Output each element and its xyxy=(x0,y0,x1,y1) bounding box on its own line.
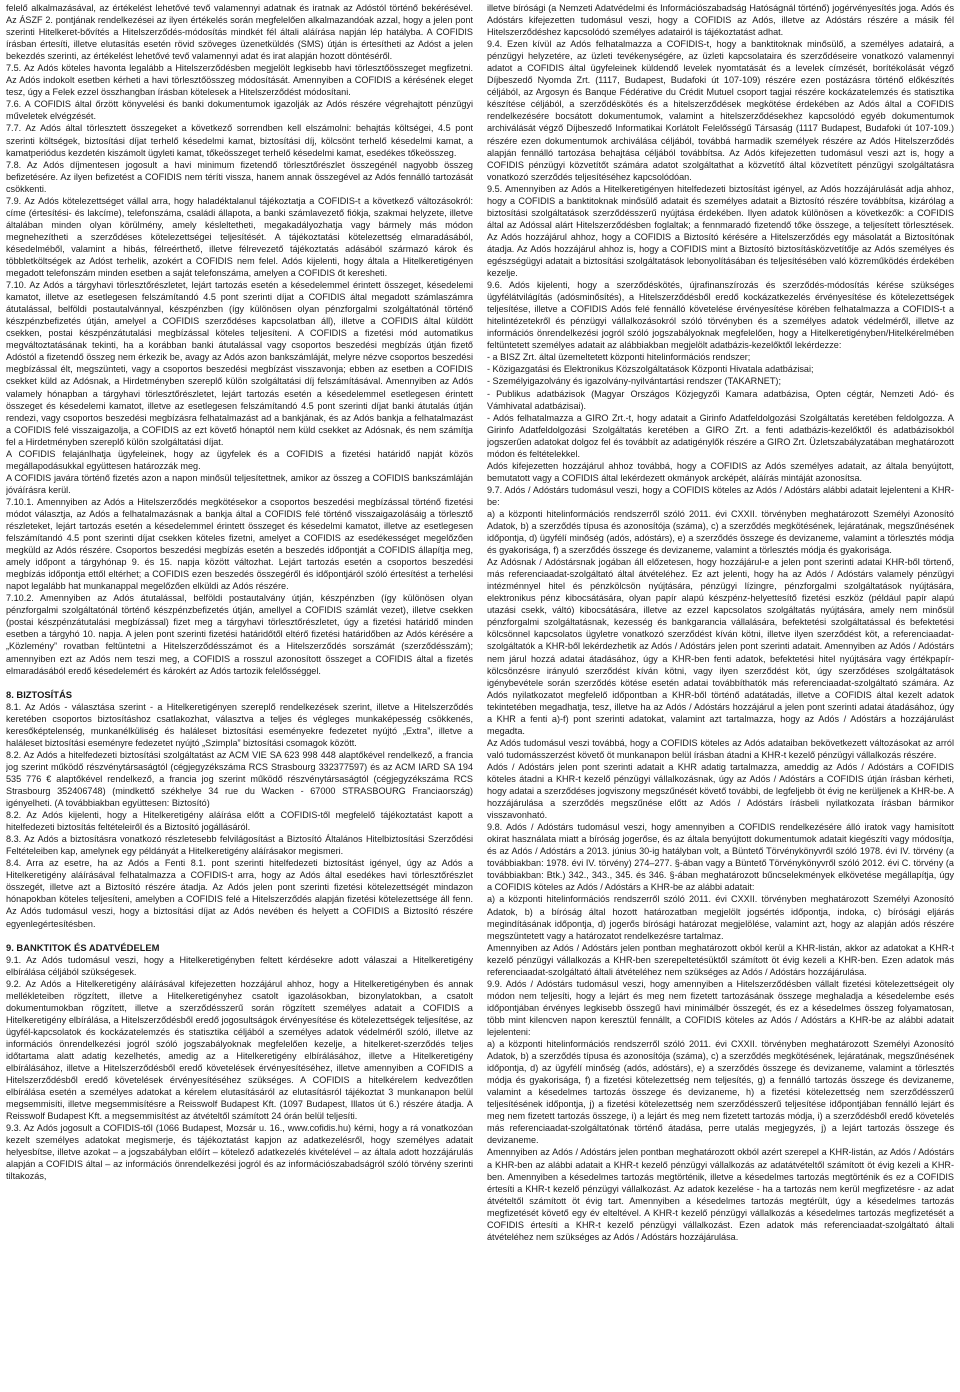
paragraph: 8.2. Az Adós a hitelfedezeti biztosítási szolgáltatást az ACM VIE SA 623 998 448 alaptőkével rendelkező, a francia jog szerint működő részvénytársaságtól (cégjegyzékszáma RCS Strasbourg 332377597) és az ACM IARD SA 194 535 776 € alaptőkével rendelkező, a francia jog szerint működő részvénytársaságtól (cégjegyzékszáma RCS Strasbourg 352406748) (mindkettő székhelye 34 rue du Wacken - 67000 STRASBOURG Franciaország) igényelheti. (A továbbiakban együttesen: Biztosító) xyxy=(6,749,473,809)
paragraph: 8.4. Arra az esetre, ha az Adós a Fenti 8.1. pont szerinti hitelfedezeti biztosítást igényel, úgy az Adós a Hitelkeretigény aláírásával felhatalmazza a COFIDIS-t arra, hogy az Adós által esedékes havi törlesztőrészlet összegét, illetve azt a Biztosító részére átadja. Az Adós jelen pont szerinti fizetési kötelezettségét mindazon hónapokban köteles teljesíteni, amelyben a COFIDIS felé a Hitelszerződés alapján fizetési kötelezettsége áll fenn. Az Adós tudomásul veszi, hogy a biztosítási díjat az Adós nevében és helyett a COFIDIS a Biztosító részére egyenlegértesítésben. xyxy=(6,858,473,929)
paragraph: Az Adós tudomásul veszi továbbá, hogy a COFIDIS köteles az Adós adataiban bekövetkezett változásokat az arról való tudomásszerzést követő öt munkanapon belül írásban átadni a KHR-t kezelő pénzügyi vállalkozás részére. xyxy=(487,737,954,760)
paragraph: Az Adósnak / Adóstársnak jogában áll előzetesen, hogy hozzájárul-e a jelen pont szerinti adatai KHR-ből törtenő, más referenciaadat-szolgáltató által átvételéhez. Ez azt jelenti, hogy ha az Adós / Adóstárs valamely pénzügyi intézménnyel hitel és pénzkölcsön nyújtására, pénzügyi lízingre, pénzforgalmi szolgáltatások nyújtására, elektronikus pénz kibocsátására, olyan papír alapú készpénz-helyettesítő fizetési eszköz (például papír alapú utazási csekk, váltó) kibocsátására, illetve az ezzel kapcsolatos szolgáltatás nyújtására, amely nem minősül pénzforgalmi szolgáltatásnak, kezesség és bankgarancia vállalására, befektetési szolgáltatással és befektetési kölcsönnel kapcsolatos ügyletre vonatkozó szerződést kíván kötni, illetve ilyen szerződést köt, a referenciaadat-szolgáltatók a KHR-ből lekérdezhetik az Adós / Adóstárs jelen pont szerinti adatait. Amennyiben az Adós / Adóstárs nem járul hozzá adatai átadásához, úgy a KHR-ben fenti adatok, befektetési hitel nyújtására vagy értékpapír-kölcsönzésre irányuló szerződést kíván kötni, vagy ilyen szerződést köt, úgy szerződéses szolgáltatások igénybevétele során szerződés kötése esetén adatai továbbíthatók más referenciaadat-szolgáltató számára. Az Adós nyilatkozatot megfelelő időpontban a KHR-ből történő adatátadás, illetve a COFIDIS által kezelt adatok tekintetében megadhatja, tesz, illetve ha az Adós / Adóstárs hozzájárul a jelen pont szerinti adatai átadásához, úgy a KHR a fenti a)-f) pont szerinti adatokat, valamint azt tartalmazza, hogy az Adós / Adóstárs a hozzájárulást megadta. xyxy=(487,557,954,736)
paragraph: - Közigazgatási és Elektronikus Közszolgáltatások Központi Hivatala adatbázisai; xyxy=(487,364,814,375)
paragraph: 9.1. Az Adós tudomásul veszi, hogy a Hitelkeretigényben feltett kérdésekre adott válaszai a Hitelkeretigény elbírálása céljából szükségesek. xyxy=(6,954,473,977)
paragraph: 9.3. Az Adós jogosult a COFIDIS-től (1066 Budapest, Mozsár u. 16., www.cofidis.hu) kérni, hogy a rá vonatkozóan kezelt személyes adatokat megismerje, és tájékoztatást kapjon az adatkezelésről, hogy személyes adatait helyesbítse, illetve azokat – a jogszabályban előírt – kötelező adatkezelés kivételével – az általa adott hozzájárulás alapján a COFIDIS által – az információs önrendelkezési jogról és az információszabadságról szóló törvény szerinti tiltakozás, xyxy=(6,1123,473,1182)
paragraph: 7.6. A COFIDIS által őrzött könyvelési és banki dokumentumok igazolják az Adós részére végrehajtott pénzügyi műveletek elvégzését. xyxy=(6,99,473,122)
paragraph: Adós / Adóstárs jelen pont szerinti adatait a KHR adatig tartalmazza, ameddig az Adós / Adóstárs a COFIDIS köteles átadni a KHR-t kezelő pénzügyi vállalkozásnak, úgy az Adós / Adóstárs a COFIDIS útján írásban kérheti, hogy adatai a szerződéses jogviszony megszűnését követő további, de legfeljebb öt évig ne kerüljenek a KHR-be. A hozzájárulása a szerződés megszűnése előtt az Adós / Adóstárs írásbeli nyilatkozata írásban bármikor visszavonható. xyxy=(487,761,954,821)
paragraph: 7.10. Az Adós a tárgyhavi törlesztőrészletet, lejárt tartozás esetén a késedelemmel érintett összeget, késedelemi kamatot, illetve az esetlegesen felszámítandó 4.5 pont szerinti díjat a COFIDIS által megadott számlaszámra átutalással, belföldi postautalvánnyal, készpénzben (így különösen olyan pénzforgalmi szolgáltatónál történő készpénzbefizetés útján, amelyel a COFIDIS szerződéses kapcsolatban áll), illetve a COFIDIS által küldött csekken, postai készpénzátutalási megbízással köteles teljesíteni. A COFIDIS a fizetési mód automatikus megváltoztatásának tekinti, ha a korábban banki átutalással vagy csoportos beszedési megbízás útján fizető Adóstól a fizetendő összeg nem érkezik be, avagy az Adós azon bankszámláját, melyre nézve csoportos beszedési megbízással élt, megszünteti, vagy a csoportos beszedési megbízást visszavonja; ebben az esetben a COFIDIS csekket küld az Adósnak, a Hirdetményben szereplő külön szolgáltatási díj felszámításával. Amennyiben az Adós valamely hónapban a tárgyhavi törlesztőrészletet, lejárt tartozás esetén a késedelemmel esetlegesen érintett összeget és késedelemi kamatot, illetve az esetlegesen felszámítandó 4.5 pont szerinti díjat banki átutalás útján rendezi, vagy csoportos beszedési megbízásra felhatalmazást ad a bankjának, és az Adós bankja a felhatalmazást a COFIDIS felé visszaigazolja, a COFIDIS az ezt követő hónaptól nem küld csekket az Adósnak, és nem számítja fel a Hirdetményben szereplő külön szolgáltatási díjat. xyxy=(6,280,473,447)
paragraph: 7.7. Az Adós által törlesztett összegeket a következő sorrendben kell elszámolni: behajtás költségei, 4.5 pont szerinti költségek, biztosítási díjat terhelő késedelmi kamat, biztosítási díj, kölcsönt terhelő késedelmi kamat, a kamatperiódus kezdetén kiszámolt ügyleti kamat, tőkeösszeget terhelő késedelmi kamat, esedékes tőkeösszeg. xyxy=(6,123,473,158)
section-heading: 9. BANKTITOK ÉS ADATVÉDELEM xyxy=(6,941,160,953)
paragraph: Adós kifejezetten hozzájárul ahhoz továbbá, hogy a COFIDIS az Adós személyes adatait, az általa benyújtott, bemutatott vagy a COFIDIS által lekérdezett okmányok arcképét, aláírás mintáját azonosítsa. xyxy=(487,460,954,483)
paragraph: - Személyigazolvány és igazolvány-nyilvántartási rendszer (TAKARNET); xyxy=(487,376,781,387)
section-heading: 8. BIZTOSÍTÁS xyxy=(6,688,72,700)
paragraph: 9.8. Adós / Adóstárs tudomásul veszi, hogy amennyiben a COFIDIS rendelkezésére álló iratok vagy hamisított okirat használata miatt a bíróság jogerőse, és az általa benyújtott dokumentumok adatait kiegészíti vagy módosítja, és az Adós / Adóstárs a 2013. június 30-ig hatályban volt, a Büntető Törvénykönyvről szóló 1978. évi IV. törvény (a továbbiakban: 1978. évi IV. törvény) 274–277. §-ában vagy a Büntető Törvénykönyvről szóló 2012. évi C. törvény (a továbbiakban: Btk.) 342., 343., 345. és 346. §-ában meghatározott bűncselekmények elkövetése megállapítja, úgy a COFIDIS köteles az Adós / Adóstárs a KHR-be az alábbi adatait: xyxy=(487,822,954,893)
paragraph: a) a központi hitelinformációs rendszerről szóló 2011. évi CXXII. törvényben meghatározott Személyi Azonosító Adatok, b) a szerződés típusa és azonosítója (száma), c) a szerződés megkötésének, lejáratának, megszűnésének időpontja, d) ügyfélí minőség (adós, adóstárs), e) a szerződés összege és devizaneme, valamint a törlesztés módja és gyakorisága, f) a szerződés összege és devizaneme, valamint a törlesztés módja és gyakorisága. xyxy=(487,508,954,556)
paragraph: 9.7. Adós / Adóstárs tudomásul veszi, hogy a COFIDIS köteles az Adós / Adóstárs alábbi adatait lejelenteni a KHR-be: xyxy=(487,484,954,507)
right-text-column xyxy=(487,2,954,1392)
paragraph: Amennyiben az Adós / Adóstárs jelen pontban meghatározott okból kerül a KHR-listán, akkor az adatokat a KHR-t kezelő pénzügyi vállalkozás a KHR-ben szerepeltetésüktől számított öt évig kezeli a KHR-ben. Ezen adatok más referenciaadat-szolgáltató általi átvételéhez nem szükséges az Adós / Adóstárs hozzájárulása. xyxy=(487,942,954,977)
paragraph: 9.6. Adós kijelenti, hogy a szerződéskötés, újrafinanszírozás és szerződés-módosítás kérése szükséges ügyfélátvilágítás (adósminősítés), a Hitelszerződésből eredő kockázatkezelés érvényesítése és kötelezettségek teljesítése, illetve a COFIDIS Adós felé fennálló követelése érvényesítése körében felhatalmazza a COFIDIS-t a hitelintézetekről és pénzügyi vállalkozásokról szóló törvényben és a személyes adatok védelméről, illetve az információs önrendelkezési jogról szóló jogszabályoknak megfelelően, hogy a Hitelkeretigényben/Hitelkérelmében feltüntetett személyes adatait az alábbiakban megjelölt adatbázis-kezelőktől lekérdezze: xyxy=(487,280,954,351)
paragraph: 8.2. Az Adós kijelenti, hogy a Hitelkeretigény aláírása előtt a COFIDIS-től megfelelő tájékoztatást kapott a hitelfedezeti biztosítás feltételeiről és a Biztosító jogállásáról. xyxy=(6,810,473,833)
paragraph: 7.5. Az Adós köteles havonta legalább a Hitelszerződésben megjelölt legkisebb havi törlesztőösszeget megfizetni. Az Adós indokolt esetben kérheti a havi törlesztőösszeg módosítását. Amennyiben a COFIDIS a kérésének eleget tesz, úgy a Felek ezzel összhangban írásban kötelesek a Hitelszerződést módosítani. xyxy=(6,63,473,98)
paragraph: 7.9. Az Adós kötelezettséget vállal arra, hogy haladéktalanul tájékoztatja a COFIDIS-t a következő változásokról: címe (értesítési- és lakcíme), telefonszáma, családi állapota, a banki számlavezető fiókja, szakmai helyzete, illetve általában minden olyan körülmény, amely késleltetheti, megakadályozhatja vagy bármely más módon megnehezítheti a szerződéses kötelezettségei teljesítését. A tájékoztatási kötelezettség elmaradásából, késedelméből, valamint a hibás, félreérthető, illetve félrevezető tájékoztatás adásából származó károk és többletköltségek az Adóst terhelik, azokért a COFIDIS nem felel. Adós kijelenti, hogy általa a Hitelkeretigényen megadott telefonszám minden esetben a saját telefonszáma, amelyen a COFIDIS őt keresheti. xyxy=(6,195,473,279)
paragraph: felelő alkalmazásával, az értékelést lehetővé tevő valamennyi adatnak és iratnak az Adóstól történő bekérésével. Az ÁSZF 2. pontjának rendelkezései az ilyen értékelés során megfelelően alkalmazandóak azzal, hogy a jelen pont szerinti Hitelkeret-bővítés a Hitelszerződés-módosítás mindkét fél általi aláírása napján lép hatályba. A COFIDIS írásban értesíti, illetve elutasítás esetén rövid szöveges üzenetküldés (SMS) útján is értesítheti az Adóst a jelen bekezdés szerinti, az értékelést lehetővé tevő valamennyi adat és irat alapján hozott döntéséről. xyxy=(6,3,473,62)
paragraph: A COFIDIS javára történő fizetés azon a napon minősül teljesítettnek, amikor az összeg a COFIDIS bankszámláján jóváírásra kerül. xyxy=(6,472,473,495)
paragraph: 7.10.1. Amennyiben az Adós a Hitelszerződés megkötésekor a csoportos beszedési megbízással történő fizetési módot választja, az Adós a felhatalmazásnak a bankja által a COFIDIS felé történő visszaigazolásáig a törlesztő részleteket, lejárt tartozás esetén a késedelemmel érintett összeget és késedelmi kamatot, illetve az esetlegesen felszámítandó 4.5 pont szerinti díjat csekken köteles fizetni, amelyet a COFIDIS az esedékességet megelőzően megküld az Adós részére. Csoportos beszedési megbízás esetén a beszedés időpontját a COFIDIS állapítja meg, amely időpont a tárgyhónap 9. és 15. napja között változhat. Lejárt tartozás esetén a csoportos beszedési megbízás időpontja ettől eltérhet; a COFIDIS ezen beszedés összegéről és időpontjáról szóló értesítést a terhelési napot legalább hat munkanappal megelőzően elküldi az Adós részére. xyxy=(6,496,473,592)
paragraph: - Publikus adatbázisok (Magyar Országos Közjegyzői Kamara adatbázisa, Opten cégtár, Nemzeti Adó- és Vámhivatal adatbázisai). xyxy=(487,388,954,411)
paragraph: 9.9. Adós / Adóstárs tudomásul veszi, hogy amennyiben a Hitelszerződésben vállalt fizetési kötelezettségeit oly módon nem teljesíti, hogy a lejárt és meg nem fizetett tartozásának összege meghaladja a késedelembe esés időpontjában érvényes legkisebb összegű havi minimálbér összegét, és ez a késedelmes összeg folyamatosan, több mint kilencven napon keresztül fennállt, a COFIDIS köteles az Adós / Adóstárs a KHR-be az alábbi adatait lejelenteni: xyxy=(487,978,954,1037)
paragraph: a) a központi hitelinformációs rendszerről szóló 2011. évi CXXII. törvényben meghatározott Személyi Azonosító Adatok, b) a szerződés típusa és azonosítója (száma), c) a szerződés megkötésének, lejáratának, megszűnésének időpontja, d) az ügyfélí minőség (adós, adóstárs), e) a szerződés összege és devizaneme, valamint a törlesztés módja és gyakorisága, f) a fizetési kötelezettség nem teljesítés, g) a fennálló tartozás összege és devizaneme, valamint a késedelmes tartozás összege és devizaneme, h) a fizetési kötelezettség nem szerződésszerű teljesítésének időpontja, j) a fizetési kötelezettség nem szerződésszerű teljesítése időpontjában fennálló lejárt és meg nem fizetett tartozás összege, i) a lejárt és meg nem fizetett tartozás módja, i) a szerződésből eredő követelés más referenciaadat-szolgáltatónak történő átadása, perre utalás megjegyzés, j) a lejárt tartozás összege és devizaneme. xyxy=(487,1039,954,1146)
paragraph: - Adós felhatalmazza a GIRO Zrt.-t, hogy adatait a Girinfo Adatfeldolgozási Szolgáltatás keretében feldolgozza. A Girinfo Adatfeldolgozási Szolgáltatás keretében a GIRO Zrt. a fenti adatbázis-kezelőktől és adatbázisokból jogszerűen adatokat dolgoz fel és továbbít az adatigénylők részére a GIRO Zrt. Üzletszabályzatában meghatározott módon és feltételekkel. xyxy=(487,412,954,459)
paragraph: 7.8. Az Adós díjmentesen jogosult a havi minimum fizetendő törlesztőrészlet összegénél nagyobb összeg befizetésére. Az ilyen befizetést a COFIDIS nem téríti vissza, hanem annak összegével az Adós fennálló tartozását csökkenti. xyxy=(6,159,473,194)
paragraph: - a BISZ Zrt. által üzemeltetett központi hitelinformációs rendszer; xyxy=(487,352,751,363)
paragraph: a) a központi hitelinformációs rendszerről szóló 2011. évi CXXII. törvényben meghatározott Személyi Azonosító Adatok, b) a bíróság által hozott határozatban megjelölt jogsértés időpontja, indoka, c) bírósági eljárás megindításának időpontja, d) jogerős bírósági határozat megjelölése, valamint azt, hogy az alapján adós részére megszüntetett vagy a határozatot rendelkezésre tartalmaz. xyxy=(487,894,954,941)
paragraph: illetve bírósági (a Nemzeti Adatvédelmi és Információszabadság Hatóságnál történő) jogérvényesítés joga. Adós és Adóstárs kifejezetten tudomásul veszi, hogy a COFIDIS az Adós, illetve az Adóstárs részére a másik fél Hitelszerződéshez kapcsolódó személyes adatairól is tájékoztatást adhat. xyxy=(487,3,954,38)
left-text-column xyxy=(6,2,473,1392)
paragraph: A COFIDIS felajánlhatja ügyfeleinek, hogy az ügyfelek és a COFIDIS a fizetési határidő napját közös megállapodásukkal együttesen határozzák meg. xyxy=(6,448,473,471)
paragraph: 9.2. Az Adós a Hitelkeretigény aláírásával kifejezetten hozzájárul ahhoz, hogy a Hitelkeretigényben és annak mellékleteiben rögzített, illetve a Hitelkeretigényhez csatolt igazolásokban, bizonylatokban, a csatolt dokumentumokban rögzített, illetve a szerződésszerű során rögzített személyes adatait a COFIDIS a Hitelkeretigény elbírálása, a Hitelszerződésből eredő jogosultságok érvényesítése és kötelezettségek teljesítése, az ügyfél-kapcsolatok és kockázatelemzés és statisztika céljából a személyes adatok védelméről szóló, illetve az információs önrendelkezési jogról szóló jogszabályoknak megfelelően kezelje, a hitelkeret-szerződés teljes időtartama alatt adatig kezelhetés, amedig az a Hitelkeretigény elbírálásához, illetve a Hitelkeretigény elbírálásához, illetve a Hitelszerződésből eredő követelések érvényesítéséhez, illetve amennyiben a COFIDIS a Hitelszerződésből eredő követelések érvényesítéséhez szükséges. A COFIDIS a hitelkérelem kedvezőtlen elbírálása esetén a személyes adatokat a kérelem elutasításáról az elutasításról tájékoztat 3 munkanapon belül megsemmisíti, illetve megsemmisítésre a Reisswolf Budapest Kft. (1097 Budapest, Illatos út 6.) részére átadja. A Reisswolf Budapest Kft. a megsemmisítést az átvételtől számított 24 órán belül teljesíti. xyxy=(6,978,473,1122)
paragraph: 8.3. Az Adós a biztosításra vonatkozó részletesebb felvilágosítást a Biztosító Általános Hitelbiztosítási Szerződési Feltételeiben kap, amelynek egy példányát a Hitelkeretigény aláírásakor megismeri. xyxy=(6,834,473,857)
paragraph: 8.1. Az Adós - választása szerint - a Hitelkeretigényen szereplő rendelkezések szerint, illetve a Hitelszerződés keretében csoportos biztosításhoz csatlakozhat, választva a teljes és végleges munkaképesség csökkenés, keresőképtelenség, munkanélküliség és haláleset biztosítási eseményekre fedezetet nyújtó „Extra”, illetve a haláleset biztosítási eseményre fedezetet nyújtó „Szimpla” biztosítási csomagok között. xyxy=(6,701,473,748)
paragraph: 7.10.2. Amennyiben az Adós átutalással, belföldi postautalvány útján, készpénzben (így különösen olyan pénzforgalmi szolgáltatónál történő készpénzbefizetés útján, amellyel a COFIDIS számlát vezet), illetve csekken (postai készpénzátutalási megbízással) fizet meg a tárgyhavi törlesztőrészletet, úgy a fizetési határidő minden esetben a tárgyhó 10. napja. A jelen pont szerinti fizetési határidőtől eltérő fizetési határidőben az Adós kérésére a „Közlemény” rovatban feltüntetni a Hitelszerződésszámot és a Hitelszerződés sorszámát (szerződésszám); amennyiben ezt az Adós nem teszi meg, a COFIDIS a rosszul azonosított összeget a COFIDIS által a fizetés elmaradásából eredő késedelemért és károkért az Adós tartozik felelősséggel. xyxy=(6,593,473,676)
paragraph: 9.4. Ezen kívül az Adós felhatalmazza a COFIDIS-t, hogy a banktitoknak minősülő, a személyes adatairá, a pénzügyi helyzetére, az üzleti tevékenységére, az üzleti kapcsolataira és szerződéseire vonatkozó valamennyi adatot a COFIDIS által ügyfeleinek küldendő levelek nyomtatását és a levelek címzését, borítékolását végző Díjbeszedő Nyomda Zrt. (1117, Budapest, Budafoki út 107-109) részére ezen postázásra történő előkészítés céljából, az Argosyn és Banque Fédérative du Crédit Mutuel csoport tagjai részére kockázatelemzés és statisztika készítése céljából, a szerződéskötés és a hitelszerződések megkötése érdekében az Adós által a COFIDIS rendelkezésére bocsátott dokumentumok, valamint a hitelszerződésekhez kapcsolódó egyéb dokumentumok archiválását végző Díjbeszedő Informatikai Korlátolt Felelősségű Társaság (1117 Budapest, Budafoki út 107-109.) részére ezen dokumentumok archiválása céljából, továbbá harmadik személyek részére az Adós Hitelszerződés alapján fennálló tartozása behajtása céljából továbbítsa. Az Adós kifejezetten tudomásul veszi azt is, hogy a COFIDIS pénzügyi közvetítőt számára adatot szolgáltathat a közvetítő által közvetített pénzügyi szolgáltatásra vonatkozó szerződés teljesítéséhez kapcsolódóan. xyxy=(487,39,954,182)
paragraph: Amennyiben az Adós / Adóstárs jelen pontban meghatározott okból azért szerepel a KHR-listán, az Adós / Adóstárs a KHR-ben az alábbi adatait a KHR-t kezelő pénzügyi vállalkozás az adatátvételtől számított öt évig kezeli a KHR-ben. Amennyiben a késedelmes tartozás megtörténik, illetve a késedelmes tartozás megtörténik és ez a COFIDIS értesíti a KHR-t kezelő pénzügyi vállalkozást. Az adatok kezelése - ha a tartozás nem kerül megfizetésre - az adat átvételtől számított öt évig tart. Amennyiben a késedelmes tartozás megtérült, úgy a késedelmes tartozás megfizetését követő egy év elteltével. A KHR-t kezelő pénzügyi vállalkozás a késedelmes tartozás megfizetését a COFIDIS értesíti a KHR-t kezelő pénzügyi vállalkozást. Ezen adatok más referenciaadat-szolgáltató általi átvételéhez nem szükséges az Adós / Adóstárs hozzájárulása. xyxy=(487,1147,954,1242)
paragraph: 9.5. Amennyiben az Adós a Hitelkeretigényen hitelfedezeti biztosítást igényel, az Adós hozzájárulását adja ahhoz, hogy a COFIDIS a banktitoknak minősülő adatait és személyes adatait a Biztosító részére továbbítsa, kizárólag a biztosítási szolgáltatások szerződésszerű nyújtása érdekében. Ilyen adatok különösen a következők: a COFIDIS által az Adóssal alárt Hitelszerződésben foglaltak; a fennmaradó fizetendő tőke összege, a teljesített törlesztések. Az Adós hozzájárul ahhoz, hogy a COFIDIS a Biztosító kérésére a Hitelszerződés egy másolatát a Biztosítónak átadja. Az Adós hozzájárul ahhoz is, hogy a COFIDIS mint a Biztosító biztosításközvetítője az Adós személyes és egészségügyi adatait a biztosítási szolgáltatások lebonyolításában és teljesítésében való közreműködés érdekében kezelje. xyxy=(487,183,954,279)
